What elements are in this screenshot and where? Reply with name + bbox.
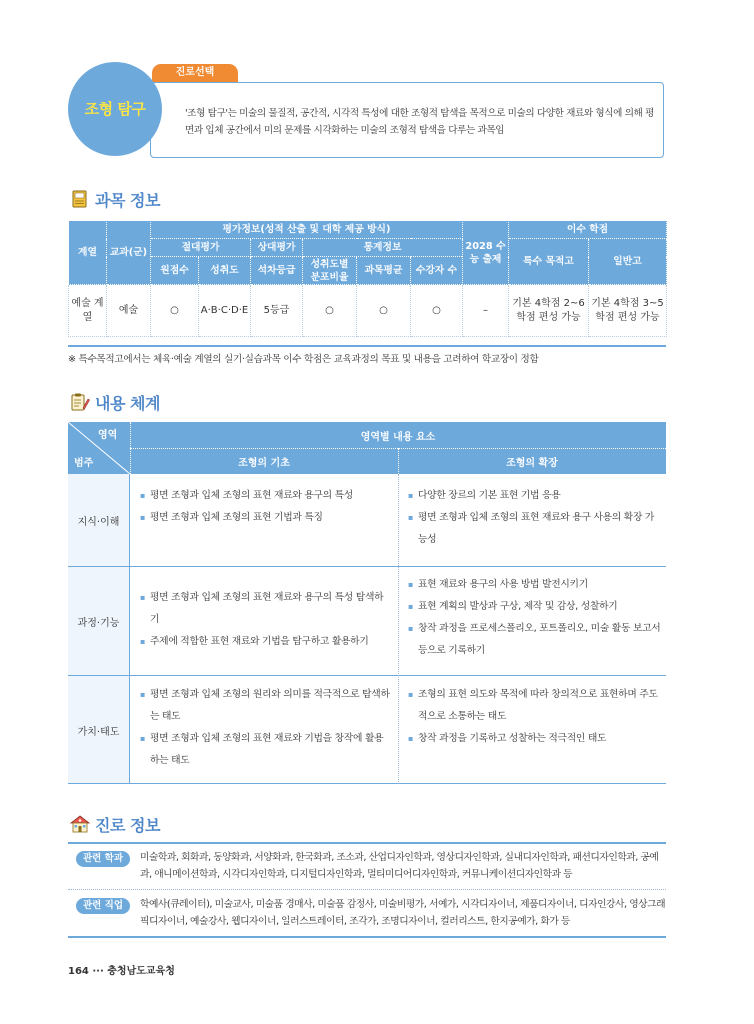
header-raw-score: 원점수 — [151, 257, 199, 285]
category-values: 가치·태도 — [68, 676, 130, 784]
course-description: '조형 탐구'는 미술의 물질적, 공간적, 시각적 특성에 대한 조형적 탐색을 목적으로 미술의 다양한 재료와 형식에 의해 평면과 입체 공간에서 미의 문제를 시각화하는 미술의 조형적 탐색을 다루는 과목임 — [185, 108, 654, 136]
header-field: 계열 — [69, 221, 107, 285]
table-row — [69, 285, 667, 337]
list-item: ▪ 평면 조형과 입체 조형의 표현 재료와 용구의 특성 — [140, 485, 392, 507]
header-distribution: 성취도별 분포비율 — [303, 257, 357, 285]
category-knowledge: 지식·이해 — [68, 474, 130, 566]
list-item: ▪ 평면 조형과 입체 조형의 원리와 의미를 적극적으로 탐색하는 태도 — [140, 684, 392, 728]
cell-csat: – — [463, 285, 509, 337]
subject-info-table — [68, 220, 667, 337]
cell-special-school: 기본 4학점 2~6학점 편성 가능 — [509, 285, 589, 337]
cell-field: 예술 계열 — [69, 285, 107, 337]
row-divider — [68, 566, 666, 567]
list-item: ▪ 창작 과정을 프로세스폴리오, 포트폴리오, 미술 활동 보고서 등으로 기록하기 — [408, 618, 662, 662]
list-item: ▪ 조형의 표현 의도와 목적에 따라 창의적으로 표현하며 주도적으로 소통하는 태도 — [408, 684, 662, 728]
header-statistics: 통계정보 — [303, 239, 463, 257]
school-building-icon — [70, 814, 90, 834]
related-jobs-badge: 관련 직업 — [76, 898, 130, 914]
cell-raw-score: ○ — [151, 285, 199, 337]
header-rank-grade: 석차등급 — [251, 257, 303, 285]
list-item: ▪ 평면 조형과 입체 조형의 표현 재료와 용구 사용의 확장 가능성 — [408, 507, 662, 551]
clipboard-pencil-icon — [70, 392, 90, 412]
section-title: 진로 정보 — [95, 815, 160, 835]
header-eval-info: 평가정보(성적 산출 및 대학 제공 방식) — [151, 221, 463, 239]
related-jobs-row — [68, 896, 666, 936]
section-title: 내용 체계 — [95, 393, 160, 413]
page-number: 164 — [68, 966, 89, 977]
footer-separator: ··· — [92, 966, 104, 977]
header-special-school: 특수 목적고 — [509, 239, 589, 285]
header-subject-group: 교과(군) — [107, 221, 151, 285]
cell-subject-avg: ○ — [357, 285, 411, 337]
page-footer — [68, 962, 175, 977]
row-divider — [68, 675, 666, 676]
related-jobs-text: 학예사(큐레이터), 미술교사, 미술품 경매사, 미술품 감정사, 미술비평가, 서예가, 시각디자이너, 제품디자이너, 디자인강사, 영상그래픽디자이너, 예술강사, 웹디자이너, 일러스트레이터, 조각가, 조명디자이너, 컬러리스트, 한지공예가, 화가 등 — [140, 899, 666, 927]
header-col-basics: 조형의 기초 — [238, 457, 290, 469]
header-credits: 이수 학점 — [509, 221, 667, 239]
column-divider — [398, 474, 399, 784]
header-subject-avg: 과목평균 — [357, 257, 411, 285]
header-general-school: 일반고 — [589, 239, 667, 285]
row2-col2 — [408, 574, 662, 662]
related-majors-row — [68, 849, 666, 889]
table-bottom-border — [68, 345, 666, 347]
cell-rank-grade: 5등급 — [251, 285, 303, 337]
row3-col2 — [408, 684, 662, 750]
list-item: ▪ 창작 과정을 기록하고 성찰하는 적극적인 태도 — [408, 728, 662, 750]
row3-col1 — [140, 684, 392, 772]
section-title: 과목 정보 — [95, 190, 160, 210]
row1-col2 — [408, 485, 662, 551]
list-item: ▪ 다양한 장르의 기본 표현 기법 응용 — [408, 485, 662, 507]
list-item: ▪ 주제에 적합한 표현 재료와 기법을 탐구하고 활용하기 — [140, 631, 392, 653]
cell-achievement: A·B·C·D·E — [199, 285, 251, 337]
table-bottom-border — [68, 783, 666, 784]
list-item: ▪ 평면 조형과 입체 조형의 표현 재료와 기법을 창작에 활용하는 태도 — [140, 728, 392, 772]
list-item: ▪ 표현 재료와 용구의 사용 방법 발전시키기 — [408, 574, 662, 596]
career-bottom-border — [68, 936, 666, 938]
header-col-extension: 조형의 확장 — [506, 457, 558, 469]
header-students: 수강자 수 — [411, 257, 463, 285]
header-category: 범주 — [74, 458, 94, 469]
publisher: 충청남도교육청 — [107, 966, 175, 977]
related-majors-text: 미술학과, 회화과, 동양화과, 서양화과, 한국화과, 조소과, 산업디자인학과, 영상디자인학과, 실내디자인학과, 패션디자인학과, 공예과, 애니메이션학과, 시각디자인학과, 디지털디자인학과, 멀티미디어디자인학과, 커뮤니케이션디자인학과 등 — [140, 852, 659, 880]
career-info-heading — [70, 812, 160, 836]
list-item: ▪ 평면 조형과 입체 조형의 표현 기법과 특징 — [140, 507, 392, 529]
career-divider — [68, 889, 666, 890]
content-system-heading — [70, 390, 160, 414]
subject-info-heading — [70, 187, 160, 211]
content-system-table — [68, 422, 666, 784]
course-title: 조형 탐구 — [84, 100, 146, 118]
list-item: ▪ 평면 조형과 입체 조형의 표현 재료와 용구의 특성 탐색하기 — [140, 587, 392, 631]
cell-distribution: ○ — [303, 285, 357, 337]
cell-general-school: 기본 4학점 3~5학점 편성 가능 — [589, 285, 667, 337]
table-note: ※ 특수목적고에서는 체육·예술 계열의 실기·실습과목 이수 학점은 교육과정의 목표 및 내용을 고려하여 학교장이 정함 — [68, 354, 539, 365]
header-csat: 2028 수능 출제 — [463, 221, 509, 285]
cell-students: ○ — [411, 285, 463, 337]
header-area: 영역 — [98, 430, 118, 441]
course-description-box — [150, 82, 664, 158]
category-process: 과정·기능 — [68, 567, 130, 675]
career-top-border — [68, 842, 666, 844]
related-majors-badge: 관련 학과 — [76, 851, 130, 867]
header-absolute: 절대평가 — [151, 239, 251, 257]
header-relative: 상대평가 — [251, 239, 303, 257]
list-item: ▪ 표현 계획의 발상과 구상, 제작 및 감상, 성찰하기 — [408, 596, 662, 618]
header-achievement: 성취도 — [199, 257, 251, 285]
book-icon — [70, 189, 90, 209]
row1-col1 — [140, 485, 392, 529]
cell-subject-group: 예술 — [107, 285, 151, 337]
row2-col1 — [140, 587, 392, 653]
header-elements: 영역별 내용 요소 — [360, 431, 436, 443]
course-type-tag: 진로선택 — [152, 64, 238, 82]
